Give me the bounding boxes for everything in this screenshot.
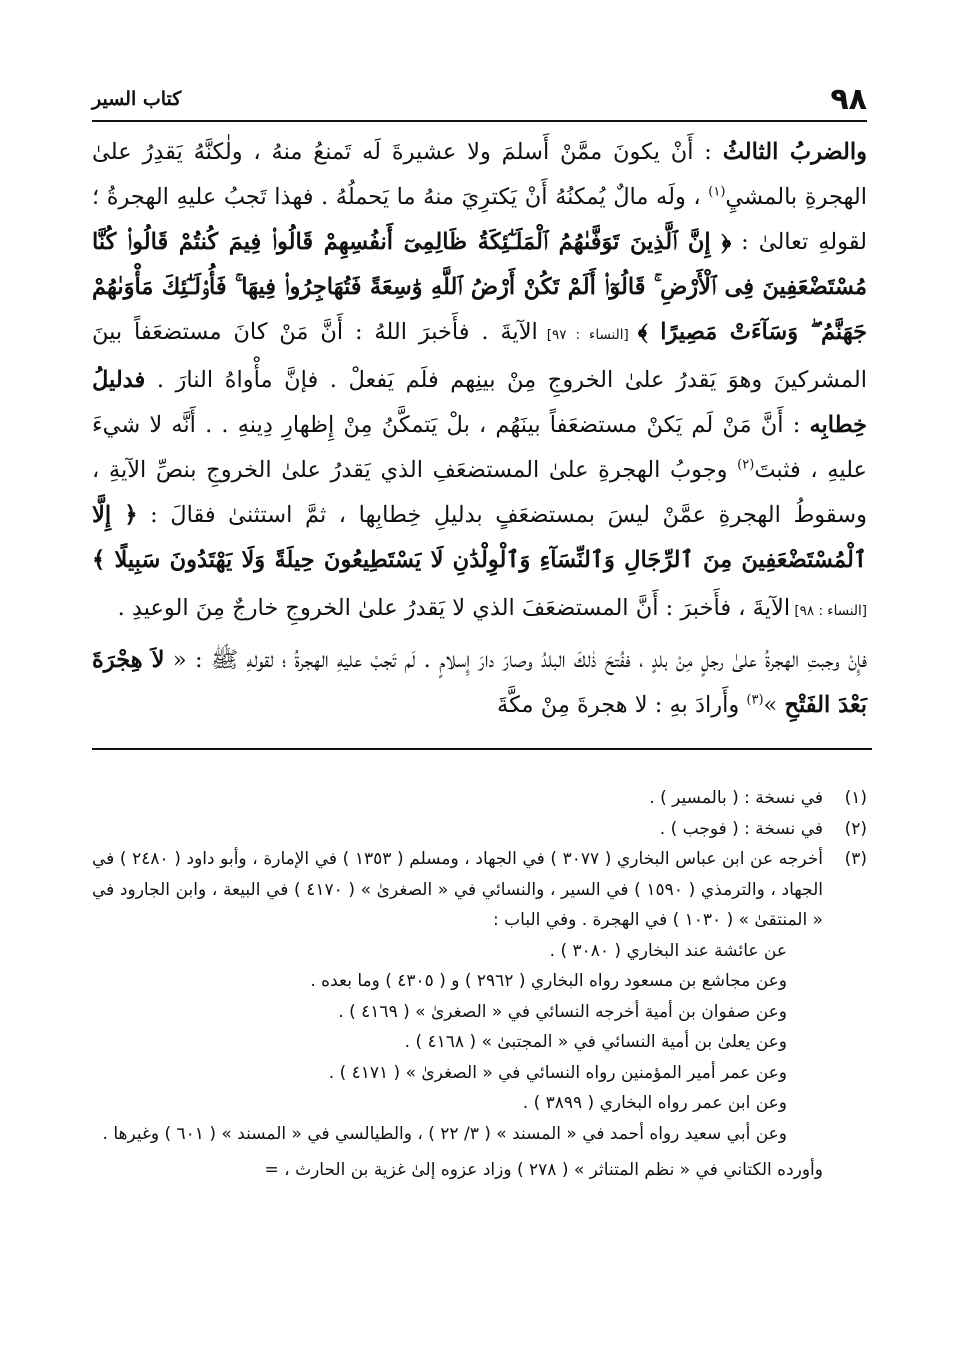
page-number: ٩٨	[830, 82, 867, 117]
footnote-text: في نسخة : ( فوجب ) .	[659, 818, 823, 839]
footnote-3-source: وعن يعلىٰ بن أمية النسائي في « المجتبىٰ » ( ٤١٦٨ ) .	[404, 1032, 787, 1052]
footnote-marker-3: (٣)	[746, 692, 764, 708]
footnote-3-source: وعن أبي سعيد رواه أحمد في « المسند » ( ٣/ ٢٢ ) ، والطيالسي في « المسند » ( ٦٠١ ) وغيرها .	[102, 1123, 787, 1144]
footnote-3-source: وعن ابن عمر رواه البخاري ( ٣٨٩٩ ) .	[522, 1093, 787, 1113]
text-run: فإِنْ وجبتِ الهجرةُ علىٰ رجلٍ مِنْ بلدٍ ، ففُتحَ ذٰلكَ البلدُ وصارَ دارَ إِسلامٍ . لَم تَجبْ عليهِ الهجرةُ ؛ لقولهِ ﷺ : «	[164, 647, 867, 673]
verse-reference-2: [النساء : ٩٨]	[790, 603, 867, 619]
footnote-3	[92, 844, 867, 936]
footnote-text: في نسخة : ( بالمسير ) .	[649, 788, 823, 808]
text-run: »	[763, 692, 785, 718]
footnote-number: (١)	[844, 788, 867, 808]
quran-verse-2: ﴿ إِلَّا ٱلْمُسْتَضْعَفِينَ مِنَ ٱلرِّجَالِ وَٱلنِّسَآءِ وَٱلْوِلْدَٰنِ لَا يَسْتَطِيعُونَ حِيلَةً وَلَا يَهْتَدُونَ سَبِيلًا ﴾	[92, 502, 867, 573]
text-run: : أَنَّ مَنْ لَم يَكنْ مستضعَفاً بينَهُم ، بلْ يَتمكَّنُ مِنْ إِظهارِ دِينهِ . . أَنَّه لا شيءَ عليهِ ، فثبتَ	[92, 412, 867, 483]
footnote-3-source: وعن مجاشع بن مسعود رواه البخاري ( ٢٩٦٢ ) و ( ٤٣٠٥ ) وما بعده .	[310, 971, 787, 991]
footnote-3-source: عن عائشة عند البخاري ( ٣٠٨٠ ) .	[549, 940, 787, 961]
inline-lead: فدليلُ خِطابِه	[92, 367, 867, 438]
text-run: وأَرادَ بهِ : لا هجرةَ مِنْ مكَّةَ	[497, 692, 747, 718]
paragraph-2	[92, 638, 867, 728]
footnote-1	[92, 783, 867, 814]
footnote-separator	[92, 748, 872, 750]
hadith-quote: لاَ هِجْرَةَ بَعْدَ الفَتْحِ	[92, 647, 867, 718]
footnote-number: (٣)	[844, 849, 867, 869]
quran-verse-1: ﴿ إِنَّ ٱلَّذِينَ تَوَفَّىٰهُمُ ٱلْمَلَـٰٓئِكَةُ ظَالِمِىٓ أَنفُسِهِمْ قَالُوا۟ فِيمَ كُنتُمْ قَالُوا۟ كُنَّا مُسْتَضْعَفِينَ فِى ٱلْأَرْضِ ۚ قَالُوٓا۟ أَلَمْ تَكُنْ أَرْضُ ٱللَّهِ وَٰسِعَةً فَتُهَاجِرُوا۟ فِيهَا ۚ فَأُو۟لَـٰٓئِكَ مَأْوَىٰهُمْ جَهَنَّمُ ۖ وَسَآءَتْ مَصِيرًا ﴾	[92, 229, 867, 345]
footnote-text: أخرجه عن ابن عباس البخاري ( ٣٠٧٧ ) في الجهاد ، ومسلم ( ١٣٥٣ ) في الإمارة ، وأبو داود ( ٢٤٨٠ ) في الجهاد ، والترمذي ( ١٥٩٠ ) في السير ، والنسائي في « الصغرىٰ » ( ٤١٧٠ ) في البيعة ، وابن الجارود في « المنتقىٰ » ( ١٠٣٠ ) في الهجرة . وفي الباب :	[92, 849, 824, 930]
main-text	[92, 130, 867, 728]
footnote-number: (٢)	[844, 818, 867, 839]
page-header	[92, 82, 867, 122]
text-run: : أَنْ يكونَ ممَّنْ أَسلمَ ولا عشيرةَ لَه تَمنعُ منهُ ، ولٰكنَّهُ يَقدِرُ علىٰ الهجرةِ بالمشيِ	[92, 139, 867, 210]
text-run: الآيةَ ، فأَخبرَ : أَنَّ المستضعَفَ الذي لا يَقدرُ علىٰ الخروجِ خارجٌ مِنَ الوعيدِ .	[117, 595, 791, 621]
footnote-marker-1: (١)	[708, 184, 726, 200]
section-lead: والضربُ الثالثُ	[722, 139, 867, 165]
footnotes	[92, 783, 867, 1186]
running-title: كتاب السير	[92, 88, 182, 110]
footnote-3-source: وعن عمر أمير المؤمنين رواه النسائي في « الصغرىٰ » ( ٤١٧١ ) .	[328, 1062, 787, 1083]
footnote-3-source: وعن صفوان بن أمية أخرجه النسائي في « الصغرىٰ » ( ٤١٦٩ ) .	[338, 1001, 787, 1022]
footnote-marker-2: (٢)	[737, 457, 755, 473]
text-run: وجوبُ الهجرةِ علىٰ المستضعَفِ الذي يَقدرُ علىٰ الخروجِ بنصِّ الآيةِ ، وسقوطُ الهجرةِ عمَّنْ ليسَ بمستضعَفٍ بدليلِ خِطابِها ، ثمَّ استثنىٰ فقالَ :	[92, 457, 867, 528]
paragraph-1	[92, 130, 867, 634]
footnote-3-continuation: وأورده الكتاني في « نظم المتناثر » ( ٢٧٨ ) وزاد عزوه إلىٰ غزية بن الحارث ، =	[264, 1160, 823, 1180]
footnote-2	[92, 814, 867, 845]
verse-reference-1: [النساء : ٩٧]	[537, 327, 638, 343]
text-run: ، ولَه مالٌ يُمكنُهُ أَنْ يَكترِيَ منهُ ما يَحملُهُ . فهذا تَجبُ عليهِ الهجرةُ ؛ لقولهِ تعالىٰ :	[92, 184, 867, 255]
text-run: الآيةَ . فأَخبرَ اللهُ : أَنَّ مَنْ كانَ مستضعَفاً بينَ المشركينَ وهوَ يَقدرُ علىٰ الخروجِ مِنْ بينِهم فلَم يَفعلْ . فإنَّ مأْواهُ النارَ .	[92, 319, 867, 393]
